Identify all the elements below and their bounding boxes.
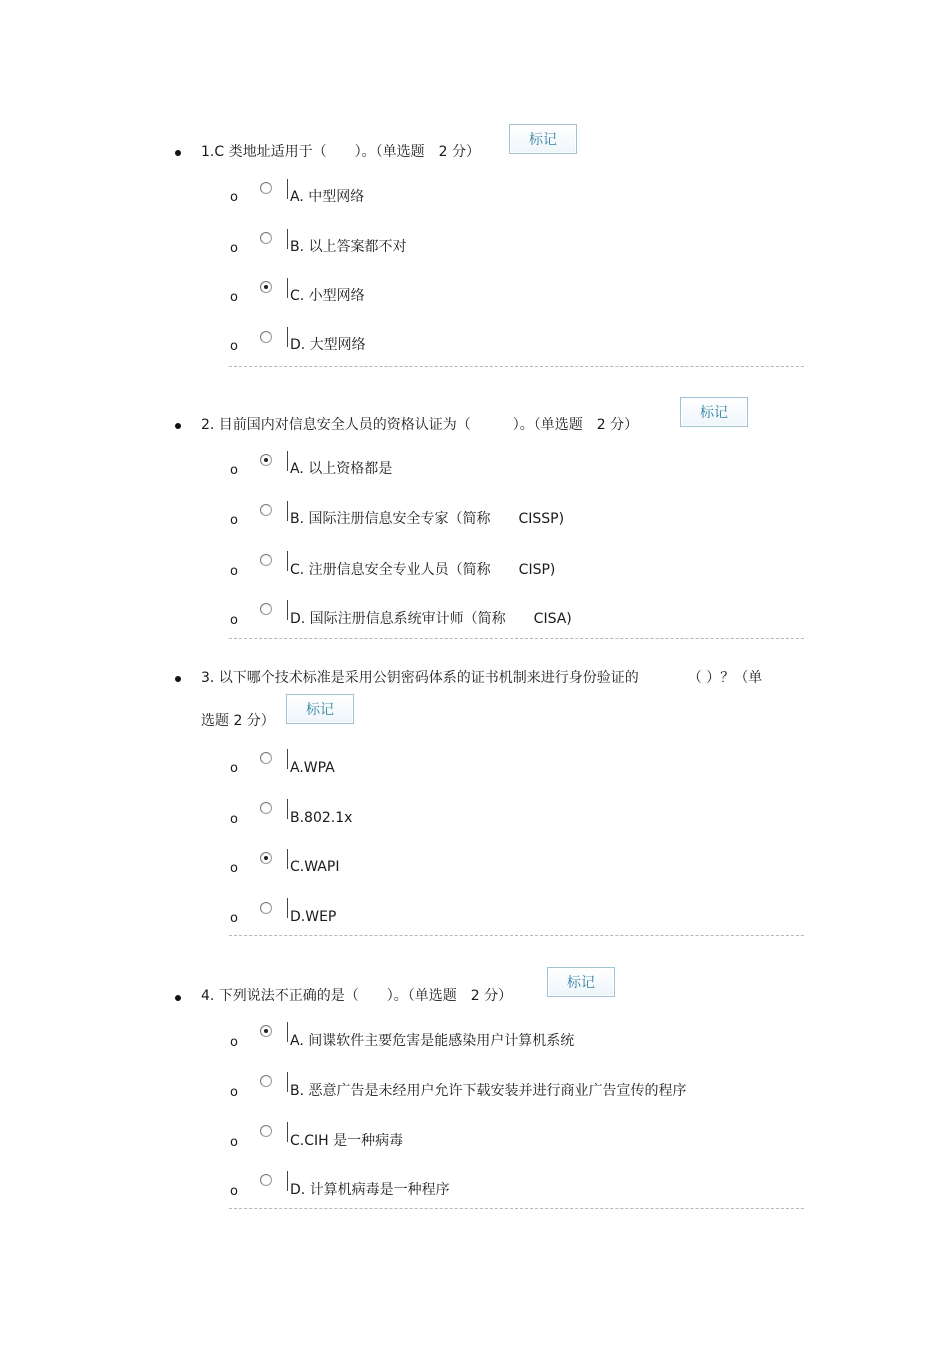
question-text-continued: 选题 2 分） (201, 713, 275, 729)
option-bullet: o (230, 190, 238, 205)
option-label[interactable]: A. 以上资格都是 (290, 461, 393, 477)
option-radio[interactable] (260, 232, 272, 244)
option-separator (287, 1171, 288, 1191)
question-divider (229, 638, 804, 639)
option-separator (287, 1122, 288, 1142)
question-bullet (175, 995, 181, 1001)
option-separator (287, 1022, 288, 1042)
option-label[interactable]: D. 计算机病毒是一种程序 (290, 1182, 450, 1198)
question-divider (229, 935, 804, 936)
option-radio[interactable] (260, 182, 272, 194)
mark-button[interactable]: 标记 (509, 124, 577, 154)
option-label[interactable]: A. 间谍软件主要危害是能感染用户计算机系统 (290, 1033, 575, 1049)
option-bullet: o (230, 1135, 238, 1150)
question-bullet (175, 676, 181, 682)
option-separator (287, 799, 288, 819)
option-bullet: o (230, 1184, 238, 1199)
question-text: 3. 以下哪个技术标准是采用公钥密码体系的证书机制来进行身份验证的 （ ）？（单 (201, 670, 763, 686)
mark-button[interactable]: 标记 (286, 694, 354, 724)
option-radio[interactable] (260, 802, 272, 814)
option-radio[interactable] (260, 1125, 272, 1137)
option-bullet: o (230, 1085, 238, 1100)
option-radio[interactable] (260, 504, 272, 516)
option-label[interactable]: C.WAPI (290, 859, 340, 875)
option-bullet: o (230, 1035, 238, 1050)
option-separator (287, 898, 288, 918)
option-label[interactable]: B. 国际注册信息安全专家（简称 CISSP) (290, 511, 565, 527)
option-label[interactable]: B.802.1x (290, 810, 353, 826)
question-bullet (175, 150, 181, 156)
option-separator (287, 501, 288, 521)
option-bullet: o (230, 463, 238, 478)
question-text: 4. 下列说法不正确的是（ ）。（单选题 2 分） (201, 988, 513, 1004)
option-label[interactable]: D.WEP (290, 909, 337, 925)
option-bullet: o (230, 613, 238, 628)
option-radio[interactable] (260, 603, 272, 615)
option-separator (287, 551, 288, 571)
question-divider (229, 1208, 804, 1209)
option-separator (287, 849, 288, 869)
option-radio[interactable] (260, 1075, 272, 1087)
option-bullet: o (230, 861, 238, 876)
option-radio-selected[interactable] (260, 454, 272, 466)
option-bullet: o (230, 812, 238, 827)
option-radio[interactable] (260, 752, 272, 764)
option-label[interactable]: C. 小型网络 (290, 288, 365, 304)
question-bullet (175, 423, 181, 429)
option-label[interactable]: B. 恶意广告是未经用户允许下载安装并进行商业广告宣传的程序 (290, 1083, 687, 1099)
option-label[interactable]: C. 注册信息安全专业人员（简称 CISP) (290, 562, 556, 578)
option-bullet: o (230, 290, 238, 305)
option-separator (287, 278, 288, 298)
option-radio[interactable] (260, 331, 272, 343)
option-separator (287, 179, 288, 199)
question-divider (229, 366, 804, 367)
option-label[interactable]: D. 国际注册信息系统审计师（简称 CISA) (290, 611, 572, 627)
option-bullet: o (230, 911, 238, 926)
option-separator (287, 600, 288, 620)
option-separator (287, 749, 288, 769)
option-bullet: o (230, 513, 238, 528)
option-label[interactable]: A. 中型网络 (290, 189, 365, 205)
option-separator (287, 451, 288, 471)
option-separator (287, 327, 288, 347)
mark-button[interactable]: 标记 (547, 967, 615, 997)
option-bullet: o (230, 241, 238, 256)
option-bullet: o (230, 761, 238, 776)
option-label[interactable]: D. 大型网络 (290, 337, 366, 353)
mark-button[interactable]: 标记 (680, 397, 748, 427)
option-label[interactable]: A.WPA (290, 760, 335, 776)
option-radio[interactable] (260, 554, 272, 566)
option-radio-selected[interactable] (260, 852, 272, 864)
option-label[interactable]: B. 以上答案都不对 (290, 239, 407, 255)
option-label[interactable]: C.CIH 是一种病毒 (290, 1133, 404, 1149)
option-radio[interactable] (260, 1174, 272, 1186)
option-radio-selected[interactable] (260, 1025, 272, 1037)
option-radio-selected[interactable] (260, 281, 272, 293)
option-radio[interactable] (260, 902, 272, 914)
option-separator (287, 229, 288, 249)
option-separator (287, 1072, 288, 1092)
option-bullet: o (230, 339, 238, 354)
question-text: 2. 目前国内对信息安全人员的资格认证为（ ）。（单选题 2 分） (201, 417, 639, 433)
question-text: 1.C 类地址适用于（ ）。（单选题 2 分） (201, 144, 480, 160)
option-bullet: o (230, 564, 238, 579)
